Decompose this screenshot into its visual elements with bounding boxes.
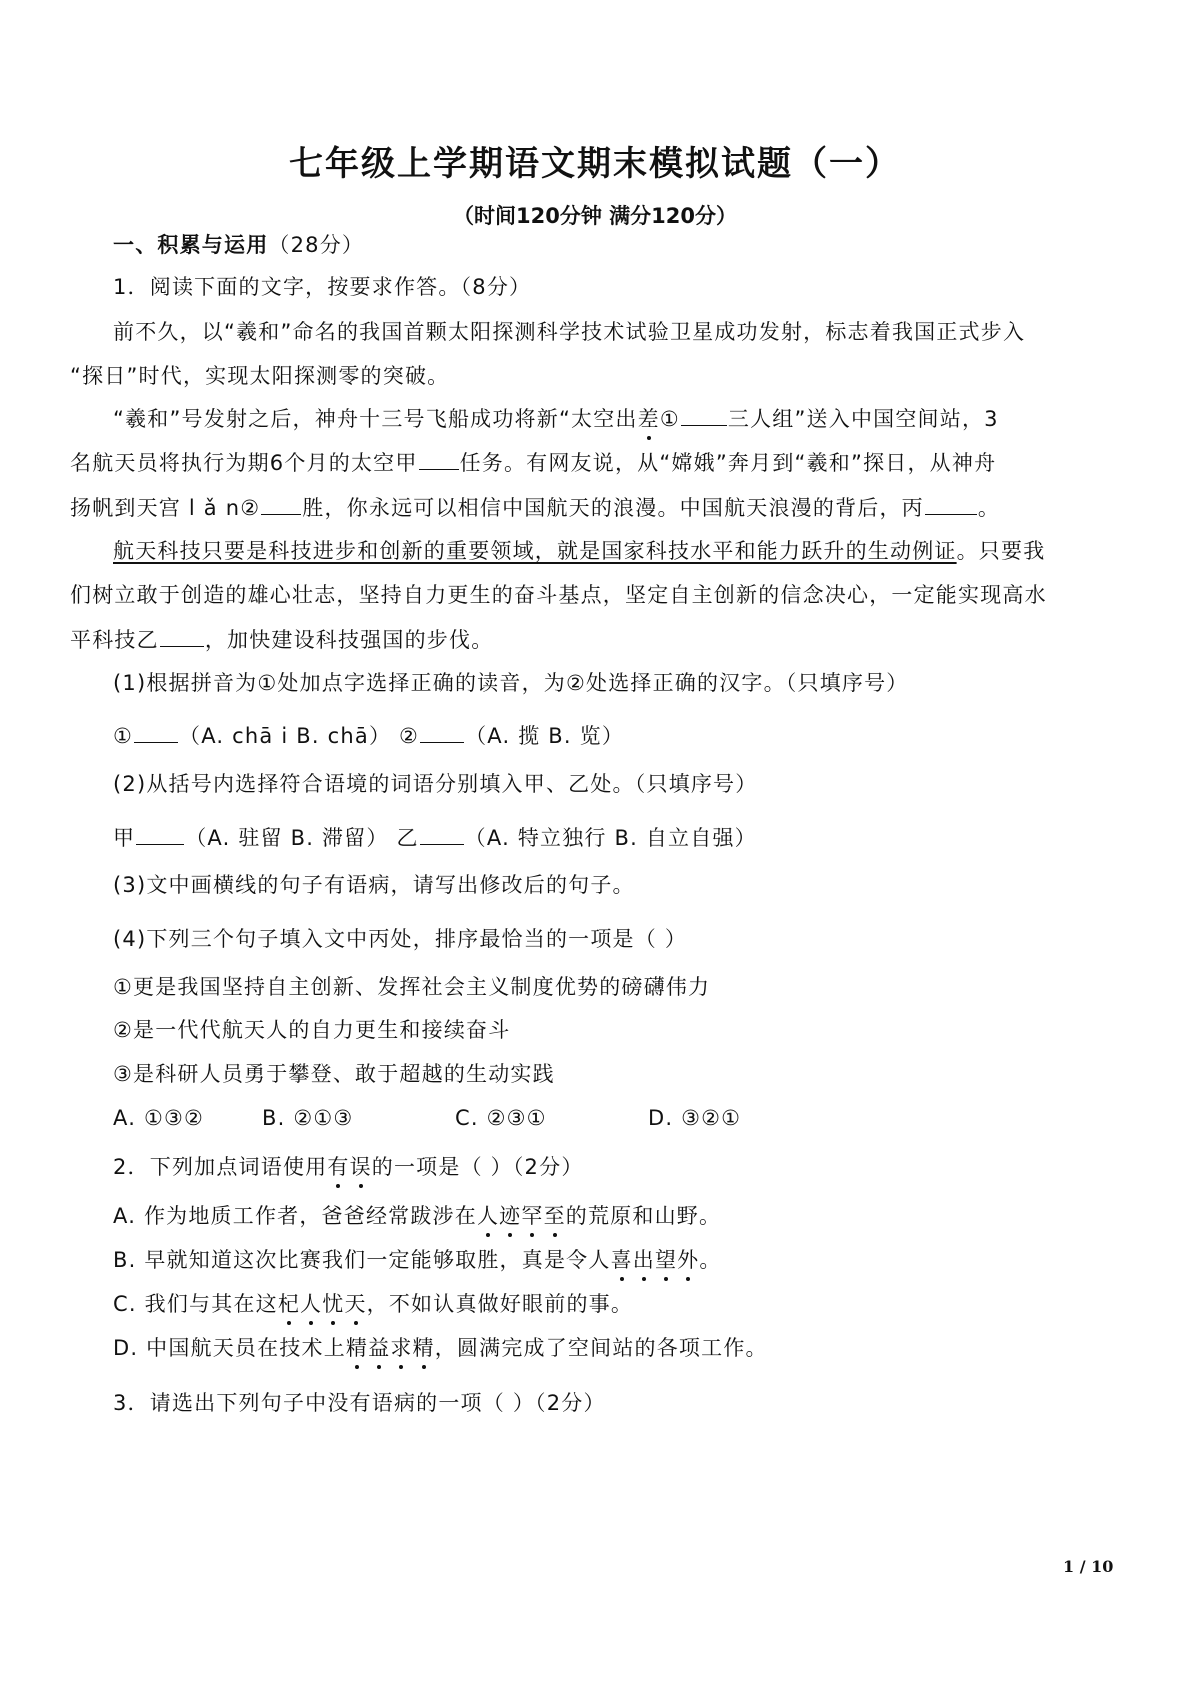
q1-para3-line1: [113, 536, 1045, 566]
q2-stem: [113, 1152, 584, 1182]
section-heading: [113, 230, 364, 260]
dotted-char: 喜: [611, 1245, 633, 1275]
q2-option-c: [113, 1289, 633, 1319]
q2-option-b: [113, 1245, 722, 1275]
page-number: 1 / 10: [1063, 1557, 1114, 1576]
page-title: 七年级上学期语文期末模拟试题（一）: [289, 144, 901, 184]
dotted-char: 望: [655, 1245, 677, 1275]
text-run: ，圆满完成了空间站的各项工作。: [434, 1336, 768, 1360]
dotted-char: 误: [350, 1152, 372, 1182]
answer-blank[interactable]: [420, 720, 464, 743]
sentence-1: ①更是我国坚持自主创新、发挥社会主义制度优势的磅礴伟力: [113, 975, 711, 999]
q1-sub1: (1)根据拼音为①处加点字选择正确的读音，为②处选择正确的汉字。（只填序号）: [113, 671, 909, 695]
option-b: B. ②①③: [262, 1106, 354, 1130]
dotted-char: 人: [300, 1289, 322, 1319]
dotted-char: 忧: [322, 1289, 344, 1319]
sentence-3: ③是科研人员勇于攀登、敢于超越的生动实践: [113, 1062, 555, 1086]
text-run: “羲和”号发射之后，神舟十三号飞船成功将新“太空出: [113, 407, 638, 431]
option-d: D. ③②①: [648, 1106, 742, 1130]
answer-blank[interactable]: [134, 720, 178, 743]
text-run: 的荒原和山野。: [565, 1204, 722, 1228]
dotted-char: 精: [346, 1333, 368, 1363]
q1-para3-line3: [70, 624, 493, 655]
text-run: （A. 揽 B. 览）: [465, 724, 625, 748]
text-run: ，不如认真做好眼前的事。: [366, 1292, 634, 1316]
dotted-char: 迹: [499, 1201, 521, 1231]
q1-sub4: (4)下列三个句子填入文中丙处，排序最恰当的一项是（ ）: [113, 927, 688, 951]
answer-blank[interactable]: [925, 492, 977, 515]
text-run: D. 中国航天员在技术上: [113, 1336, 346, 1360]
underlined-sentence: 航天科技只要是科技进步和创新的重要领域，就是国家科技水平和能力跃升的生动例证: [113, 539, 957, 563]
text-run: B. 早就知道这次比赛我们一定能够取胜，真是令人: [113, 1248, 611, 1272]
option-c: C. ②③①: [455, 1106, 547, 1130]
dotted-char: 外: [677, 1245, 699, 1275]
text-run: 甲: [113, 826, 136, 850]
text-run: 平科技乙: [70, 628, 159, 652]
dotted-char: 天: [344, 1289, 366, 1319]
q1-para2-line3: [70, 492, 1000, 523]
q1-sub1-answer: [113, 720, 624, 751]
q1-para2-line1: [113, 403, 999, 434]
dotted-char: 罕: [521, 1201, 543, 1231]
text-run: 的一项是（ ）（2分）: [371, 1155, 584, 1179]
q2-option-d: [113, 1333, 768, 1363]
answer-blank[interactable]: [681, 403, 727, 426]
text-run: （A. chā i B. chā） ②: [179, 724, 420, 748]
sentence-2: ②是一代代航天人的自力更生和接续奋斗: [113, 1018, 511, 1042]
option-a: A. ①③②: [113, 1106, 205, 1130]
text-run: 任务。有网友说，从“嫦娥”奔月到“羲和”探日，从神舟: [459, 451, 997, 475]
text-run: 。: [699, 1248, 722, 1272]
dotted-char: 精: [413, 1333, 435, 1363]
answer-blank[interactable]: [136, 822, 184, 845]
section-score: （28分）: [268, 233, 365, 257]
dotted-char: 有: [327, 1152, 349, 1182]
text-run: 胜，你永远可以相信中国航天的浪漫。中国航天浪漫的背后，丙: [302, 496, 924, 520]
answer-blank[interactable]: [160, 624, 204, 647]
exam-time-score: （时间120分钟 满分120分）: [453, 204, 737, 228]
text-run: （A. 特立独行 B. 自立自强）: [464, 826, 757, 850]
q1-para1-line2: “探日”时代，实现太阳探测零的突破。: [70, 364, 450, 388]
dotted-char: 人: [477, 1201, 499, 1231]
section-title: 一、积累与运用: [113, 233, 269, 257]
q1-para3-line2: 们树立敢于创造的雄心壮志，坚持自力更生的奋斗基点，坚定自主创新的信念决心，一定能实现高水: [70, 583, 1047, 607]
text-run: 扬帆到天宫 l ǎ n②: [70, 496, 261, 520]
dotted-char: 杞: [278, 1289, 300, 1319]
text-run: A. 作为地质工作者，爸爸经常跋涉在: [113, 1204, 477, 1228]
text-run: ①: [659, 407, 680, 431]
answer-blank[interactable]: [419, 447, 459, 470]
text-run: 。只要我: [956, 539, 1046, 563]
q1-sub2: (2)从括号内选择符合语境的词语分别填入甲、乙处。（只填序号）: [113, 772, 758, 796]
q1-stem: 1．阅读下面的文字，按要求作答。（8分）: [113, 275, 532, 299]
q1-para1-line1: 前不久，以“羲和”命名的我国首颗太阳探测科学技术试验卫星成功发射，标志着我国正式步入: [113, 320, 1026, 344]
dotted-char: 求: [390, 1333, 412, 1363]
text-run: ，加快建设科技强国的步伐。: [204, 628, 494, 652]
dotted-char: 益: [368, 1333, 390, 1363]
dotted-char: 出: [633, 1245, 655, 1275]
answer-blank[interactable]: [261, 492, 301, 515]
text-run: C. 我们与其在这: [113, 1292, 278, 1316]
dotted-char: 至: [544, 1201, 566, 1231]
text-run: ①: [113, 724, 134, 748]
text-run: 2．下列加点词语使用: [113, 1155, 328, 1179]
answer-blank[interactable]: [420, 822, 464, 845]
text-run: 三人组”送入中国空间站，3: [727, 407, 999, 431]
text-run: 。: [977, 496, 1001, 520]
dotted-char: 差: [638, 404, 660, 434]
text-run: 名航天员将执行为期6个月的太空甲: [70, 451, 418, 475]
q2-option-a: [113, 1201, 721, 1231]
q1-sub3: (3)文中画横线的句子有语病，请写出修改后的句子。: [113, 873, 635, 897]
q1-sub2-answer: [113, 822, 757, 853]
q3-stem: 3．请选出下列句子中没有语病的一项（ ）（2分）: [113, 1391, 606, 1415]
q1-para2-line2: [70, 447, 996, 478]
text-run: （A. 驻留 B. 滞留） 乙: [185, 826, 419, 850]
